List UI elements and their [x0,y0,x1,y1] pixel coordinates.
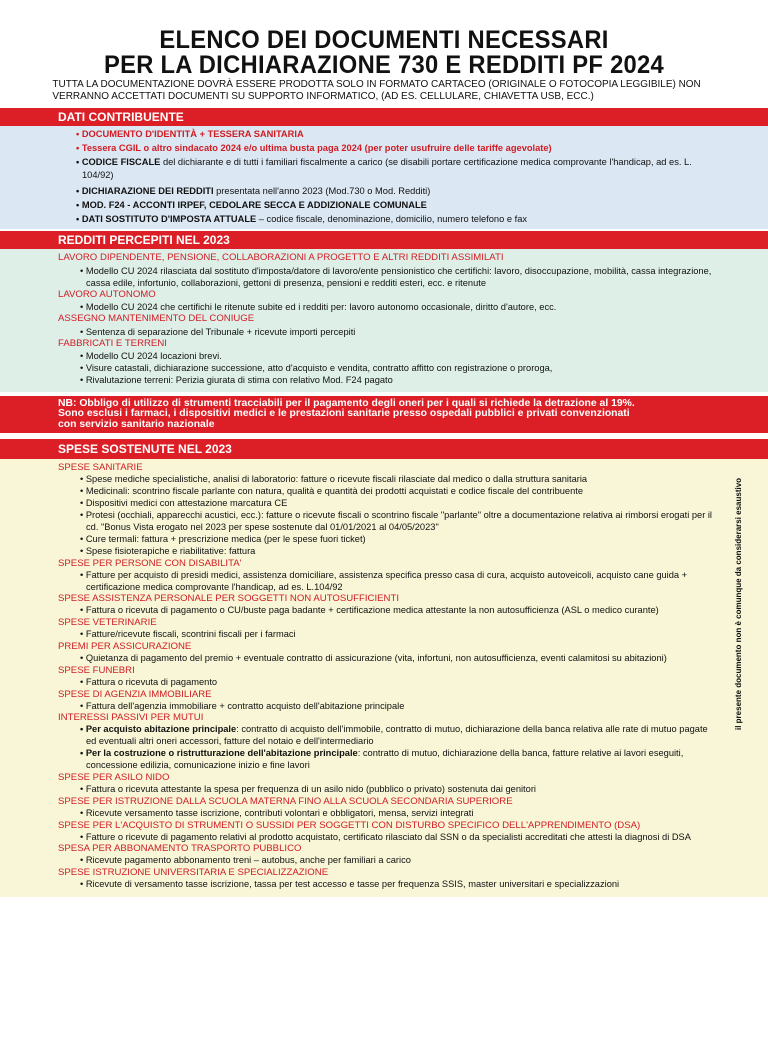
nb-notice [0,396,768,434]
list-item: • Quietanza di pagamento del premio + eventuale contratto di assicurazione (vita, infortuni, non autosufficienza, eventi calamitosi su abitazioni) [80,652,667,663]
item-label: • Per acquisto abitazione principale [80,724,237,735]
category-title: ASSEGNO MANTENIMENTO DEL CONIUGE [58,313,255,325]
list-item: • Ricevute di versamento tasse iscrizione, tassa per test accesso e tasse per frequenza SSIS, master universitari e specializzazioni [80,879,620,890]
category-title: LAVORO AUTONOMO [58,289,156,301]
item-label: • DICHIARAZIONE DEI REDDITI [76,185,214,196]
list-item: • Medicinali: scontrino fiscale parlante con natura, qualità e quantità dei prodotti acquistati e codice fiscale del contribuente [80,486,584,497]
category-title: SPESE VETERINARIE [58,617,157,629]
list-item [58,156,712,180]
list-item: • Fattura o ricevuta di pagamento o CU/buste paga badante + certificazione medica attestante la non autosufficienza (ASL o medico curante) [80,605,659,616]
category-title: LAVORO DIPENDENTE, PENSIONE, COLLABORAZIONI A PROGETTO E ALTRI REDDITI ASSIMILATI [58,252,504,264]
list-item: • Protesi (occhiali, apparecchi acustici, ecc.): fatture o ricevute fiscali o scontrino fiscale "parlante" oltre a documentazione relativa ai rimborsi erogati per il cd. "Bonus Vista erogato nel 2023 per spese sostenute dal 01/01/2021 al 04/05/2023" [80,510,712,532]
list-item: • Spese fisioterapiche e riabilitative: fattura [80,545,256,556]
list-item [58,748,712,772]
side-note: il presente documento non è comunque da considerarsi esaustivo [734,477,743,730]
list-item: • Ricevute pagamento abbonamento treni – autobus, anche per familiari a carico [80,855,411,866]
category-title: SPESE FUNEBRI [58,664,135,676]
nb-line-3: con servizio sanitario nazionale [58,418,215,430]
item-text: presentata nell'anno 2023 (Mod.730 o Mod. Redditi) [213,185,431,196]
list-item: • Rivalutazione terreni: Perizia giurata di stima con relativo Mod. F24 pagato [80,375,393,386]
list-item: • Modello CU 2024 rilasciata dal sostituto d'imposta/datore di lavoro/ente pensionistico che certifichi: lavoro, disoccupazione, mobilità, cassa integrazione, cassa edile, infortunio, collaborazioni, gettoni di presenza, pensioni e redditi esteri, ecc. e ritenute [80,265,712,288]
item-label: • DATI SOSTITUTO D'IMPOSTA ATTUALE [76,214,257,225]
category-title: SPESE PER ASILO NIDO [58,772,170,783]
item-text: : contratto di acquisto dell'immobile, contratto di mutuo, dichiarazione della banca relativa alle rate di mutuo pagate ed eventuali altri oneri accessori, fatture del notaio e dell'intermediario [86,724,708,747]
list-item: • MOD. F24 - ACCONTI IRPEF, CEDOLARE SECCA E ADDIZIONALE COMUNALE [76,200,427,211]
category-title: SPESE SANITARIE [58,462,143,474]
page-title [0,28,768,78]
category-title: SPESA PER ABBONAMENTO TRASPORTO PUBBLICO [58,843,302,855]
list-item: • Fattura o ricevuta attestante la spesa per frequenza di un asilo nido (pubblico o privato) sostenuta dai genitori [80,783,536,794]
list-item: • Fatture/ricevute fiscali, scontrini fiscali per i farmaci [80,629,296,640]
list-item [58,724,712,748]
list-item: • Sentenza di separazione del Tribunale + ricevute importi percepiti [80,326,356,337]
list-item [58,185,712,197]
section-heading-redditi: REDDITI PERCEPITI NEL 2023 [0,231,768,249]
nb-line-2: Sono esclusi i farmaci, i dispositivi medici e le prestazioni sanitarie presso ospedali pubblici e privati convenzionati [58,408,630,420]
category-title: INTERESSI PASSIVI PER MUTUI [58,712,204,724]
section-dati-contribuente [0,126,768,229]
list-item: • Dispositivi medici con attestazione marcatura CE [80,498,288,509]
category-title: FABBRICATI E TERRENI [58,337,167,349]
section-redditi [0,249,768,391]
list-item: • DOCUMENTO D'IDENTITÀ + TESSERA SANITARIA [76,129,304,139]
list-item: • Modello CU 2024 locazioni brevi. [80,351,222,362]
category-title: SPESE PER ISTRUZIONE DALLA SCUOLA MATERNA FINO ALLA SCUOLA SECONDARIA SUPERIORE [58,795,513,807]
subtitle-notice: TUTTA LA DOCUMENTAZIONE DOVRÀ ESSERE PRODOTTA SOLO IN FORMATO CARTACEO (ORIGINALE O FOTOCOPIA LEGGIBILE) NON VERRANNO ACCETTATI DOCUMENTI SU SUPPORTO INFORMATICO, (AD ES. CELLULARE, CHIAVETTA USB, ECC.) [52,79,701,102]
list-item: • Cure termali: fattura + prescrizione medica (per le spese fuori ticket) [80,533,366,544]
section-heading-dati-contribuente: DATI CONTRIBUENTE [0,108,768,126]
section-spese [0,459,768,897]
category-title: SPESE DI AGENZIA IMMOBILIARE [58,688,212,700]
list-item [58,213,712,225]
item-text: : contratto di mutuo, dichiarazione della banca, fatture relative ai lavori eseguiti, concessione edilizia, comunicazione inizio e fine lavori [86,748,684,771]
list-item: • Ricevute versamento tasse iscrizione, contributi volontari e obbligatori, mensa, servizi integrati [80,807,474,818]
category-title: SPESE ASSISTENZA PERSONALE PER SOGGETTI NON AUTOSUFFICIENTI [58,593,400,605]
list-item: • Tessera CGIL o altro sindacato 2024 e/o ultima busta paga 2024 (per poter usufruire delle tariffe agevolate) [76,143,552,154]
list-item: • Fattura dell'agenzia immobiliare + contratto acquisto dell'abitazione principale [80,700,405,711]
category-title: PREMI PER ASSICURAZIONE [58,641,192,653]
list-item: • Modello CU 2024 che certifichi le ritenute subite ed i redditi per: lavoro autonomo occasionale, diritto d'autore, ecc. [80,302,557,313]
item-text: del dichiarante e di tutti i familiari fiscalmente a carico (se disabili portare certificazione medica comprovante l'handicap, ad es. L. 104/92) [82,157,692,180]
nb-line-1: NB: Obbligo di utilizzo di strumenti tracciabili per il pagamento degli oneri per i quali si richiede la detrazione al 19%. [58,397,635,409]
item-label: • Per la costruzione o ristrutturazione dell'abitazione principale [80,748,358,759]
category-title: SPESE PER PERSONE CON DISABILITA' [58,557,242,569]
category-title: SPESE ISTRUZIONE UNIVERSITARIA E SPECIALIZZAZIONE [58,867,329,879]
section-heading-spese: SPESE SOSTENUTE NEL 2023 [0,439,768,459]
title-line-1: ELENCO DEI DOCUMENTI NECESSARI [159,26,609,54]
list-item: • Fatture o ricevute di pagamento relativi al prodotto acquistato, certificato rilasciato dal SSN o da specialisti accreditati che attesti la diagnosi di DSA [80,831,691,842]
list-item: • Visure catastali, dichiarazione successione, atto d'acquisto e vendita, contratto affitto con registrazione o proroga, [80,363,553,374]
item-text: – codice fiscale, denominazione, domicilio, numero telefono e fax [256,214,528,225]
list-item: • Fattura o ricevuta di pagamento [80,676,218,687]
title-line-2: PER LA DICHIARAZIONE 730 E REDDITI PF 2024 [103,51,665,79]
list-item: • Fatture per acquisto di presidi medici, assistenza domiciliare, assistenza specifica presso casa di cura, acquisto autoveicoli, acquisto cane guida + certificazione medica comprovante l'handicap, ad es. L.104/92 [80,569,688,592]
category-title: SPESE PER L'ACQUISTO DI STRUMENTI O SUSSIDI PER SOGGETTI CON DISTURBO SPECIFICO DELL'APPRENDIMENTO (DSA) [58,819,641,831]
list-item: • Spese mediche specialistiche, analisi di laboratorio: fatture o ricevute fiscali rilasciate dal medico o dalla struttura sanitaria [80,474,588,485]
item-label: • CODICE FISCALE [76,157,161,168]
